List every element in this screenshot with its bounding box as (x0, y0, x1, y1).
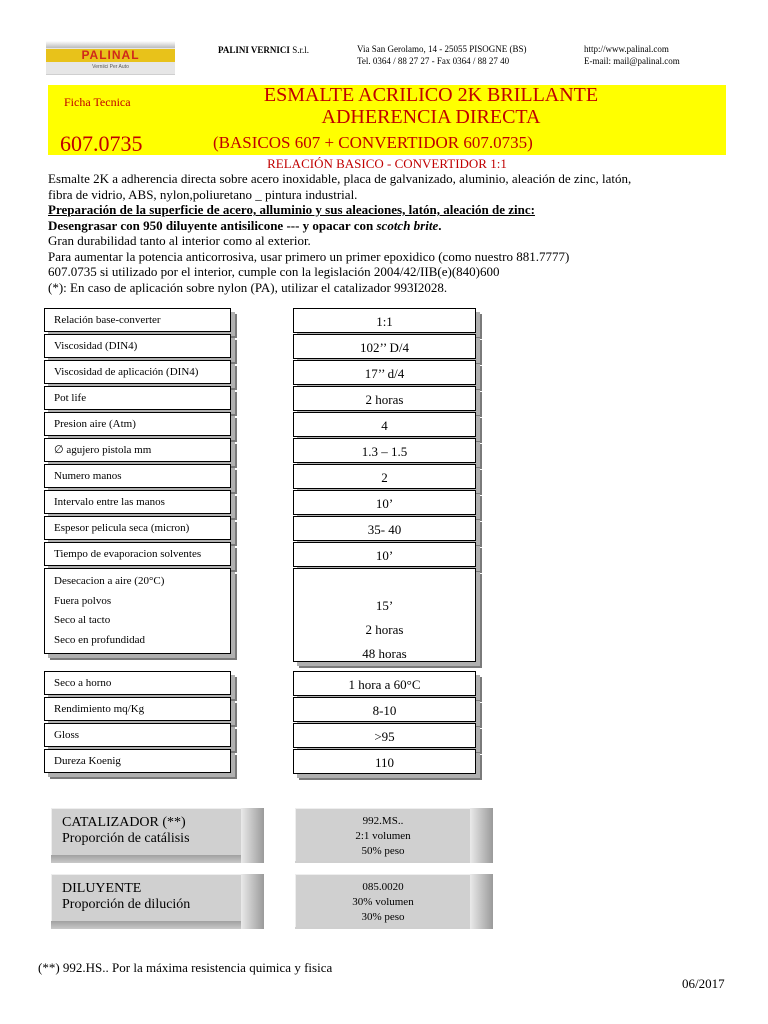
company-name (218, 44, 309, 56)
drying-value: 2 horas (365, 622, 404, 637)
property-value: 1.3 – 1.5 (293, 438, 476, 463)
property-value: 1:1 (293, 308, 476, 333)
property-value: 2 (293, 464, 476, 489)
address-line: Via San Gerolamo, 14 - 25055 PISOGNE (BS) (357, 44, 527, 54)
palinal-logo (46, 41, 175, 75)
catalizador-ratio-label: Proporción de catálisis (62, 831, 190, 846)
catalizador-label-box (51, 808, 264, 863)
catalizador-title: CATALIZADOR (**) (62, 815, 186, 830)
property-label: Espesor pelicula seca (micron) (44, 516, 231, 540)
property-label: ∅ agujero pistola mm (44, 438, 231, 462)
product-subtitle: ADHERENCIA DIRECTA (321, 106, 541, 128)
diluyente-title: DILUYENTE (62, 881, 142, 896)
property-value: 10’ (293, 542, 476, 567)
logo-subtitle: Verniici Per Auto (92, 64, 129, 70)
property-label: Rendimiento mq/Kg (44, 697, 231, 721)
property-value: 17’’ d/4 (293, 360, 476, 385)
diluyente-label-box (51, 874, 264, 929)
property-value: 35- 40 (293, 516, 476, 541)
catalizador-code: 992.MS.. (362, 815, 404, 827)
intro-text (48, 171, 631, 295)
property-label: Seco a horno (44, 671, 231, 695)
intro-line: fibra de vidrio, ABS, nylon,poliuretano _ pintura industrial. (48, 186, 358, 202)
intro-line: Esmalte 2K a adherencia directa sobre acero inoxidable, placa de galvanizado, aluminio, aleación de zinc, latón, (48, 171, 632, 186)
diluyente-code: 085.0020 (362, 881, 404, 893)
property-label: Relación base-converter (44, 308, 231, 332)
diluyente-weight: 30% peso (361, 911, 405, 923)
basicos-line: (BASICOS 607 + CONVERTIDOR 607.0735) (213, 133, 533, 152)
catalizador-value-box (295, 808, 493, 863)
website-link[interactable]: http://www.palinal.com (584, 44, 669, 54)
property-label: Pot life (44, 386, 231, 410)
property-label: Tiempo de evaporacion solventes (44, 542, 231, 566)
diluyente-ratio-label: Proporción de dilución (62, 897, 191, 912)
drying-label: Desecacion a aire (20°C) (54, 575, 165, 587)
property-value: >95 (293, 723, 476, 748)
company-address (357, 43, 526, 67)
intro-line: Gran durabilidad tanto al interior como al exterior. (48, 233, 311, 248)
property-label: Viscosidad de aplicación (DIN4) (44, 360, 231, 384)
footer-note: (**) 992.HS.. Por la máxima resistencia quimica y fisica (38, 960, 333, 975)
drying-labels (44, 568, 231, 654)
property-label: Viscosidad (DIN4) (44, 334, 231, 358)
drying-label: Seco al tacto (54, 614, 111, 626)
company-suffix: S.r.l. (292, 45, 309, 55)
intro-line: (*): En caso de aplicación sobre nylon (PA), utilizar el catalizador 993I2028. (48, 279, 448, 295)
diluyente-volume: 30% volumen (352, 896, 414, 908)
property-label: Gloss (44, 723, 231, 747)
property-value: 2 horas (293, 386, 476, 411)
preparation-heading: Preparación de la superficie de acero, alluminio y sus aleaciones, latón, aleación de zinc: (48, 202, 535, 217)
product-code: 607.0735 (60, 131, 143, 156)
logo-text: PALINAL (81, 48, 140, 62)
diluyente-value-box (295, 874, 493, 929)
degrease-text: Desengrasar con 950 diluyente antisilicone --- y opacar con (48, 217, 377, 233)
property-label: Presion aire (Atm) (44, 412, 231, 436)
property-value: 10’ (293, 490, 476, 515)
degrease-line (48, 218, 631, 234)
property-value: 110 (293, 749, 476, 774)
revision-date: 06/2017 (682, 976, 725, 991)
drying-label: Fuera polvos (54, 594, 112, 607)
degrease-end: . (438, 217, 442, 233)
mix-ratio: RELACIÓN BASICO - CONVERTIDOR 1:1 (267, 156, 507, 171)
intro-line: Para aumentar la potencia anticorrosiva, usar primero un primer epoxidico (como nuestro 881.7777) (48, 248, 570, 264)
scotch-brite: scotch brite (376, 217, 439, 233)
property-value: 4 (293, 412, 476, 437)
ficha-label: Ficha Tecnica (64, 95, 131, 109)
property-label: Intervalo entre las manos (44, 490, 231, 514)
product-title: ESMALTE ACRILICO 2K BRILLANTE (263, 84, 599, 106)
drying-value: 48 horas (362, 646, 407, 661)
intro-line: 607.0735 si utilizado por el interior, cumple con la legislación 2004/42/IIB(e)(840)600 (48, 264, 500, 279)
catalizador-volume: 2:1 volumen (355, 830, 411, 842)
property-label: Dureza Koenig (44, 749, 231, 773)
drying-value: 15’ (375, 598, 394, 613)
company-web (584, 43, 680, 67)
email-link[interactable]: E-mail: mail@palinal.com (584, 56, 680, 66)
phone-line: Tel. 0364 / 88 27 27 - Fax 0364 / 88 27 40 (357, 56, 510, 66)
property-value: 8-10 (293, 697, 476, 722)
property-value: 1 hora a 60°C (293, 671, 476, 696)
catalizador-weight: 50% peso (361, 845, 405, 857)
property-label: Numero manos (44, 464, 231, 488)
drying-values (293, 568, 476, 662)
property-value: 102’’ D/4 (293, 334, 476, 359)
drying-label: Seco en profundidad (54, 633, 146, 646)
company-name-bold: PALINI VERNICI (218, 45, 290, 55)
